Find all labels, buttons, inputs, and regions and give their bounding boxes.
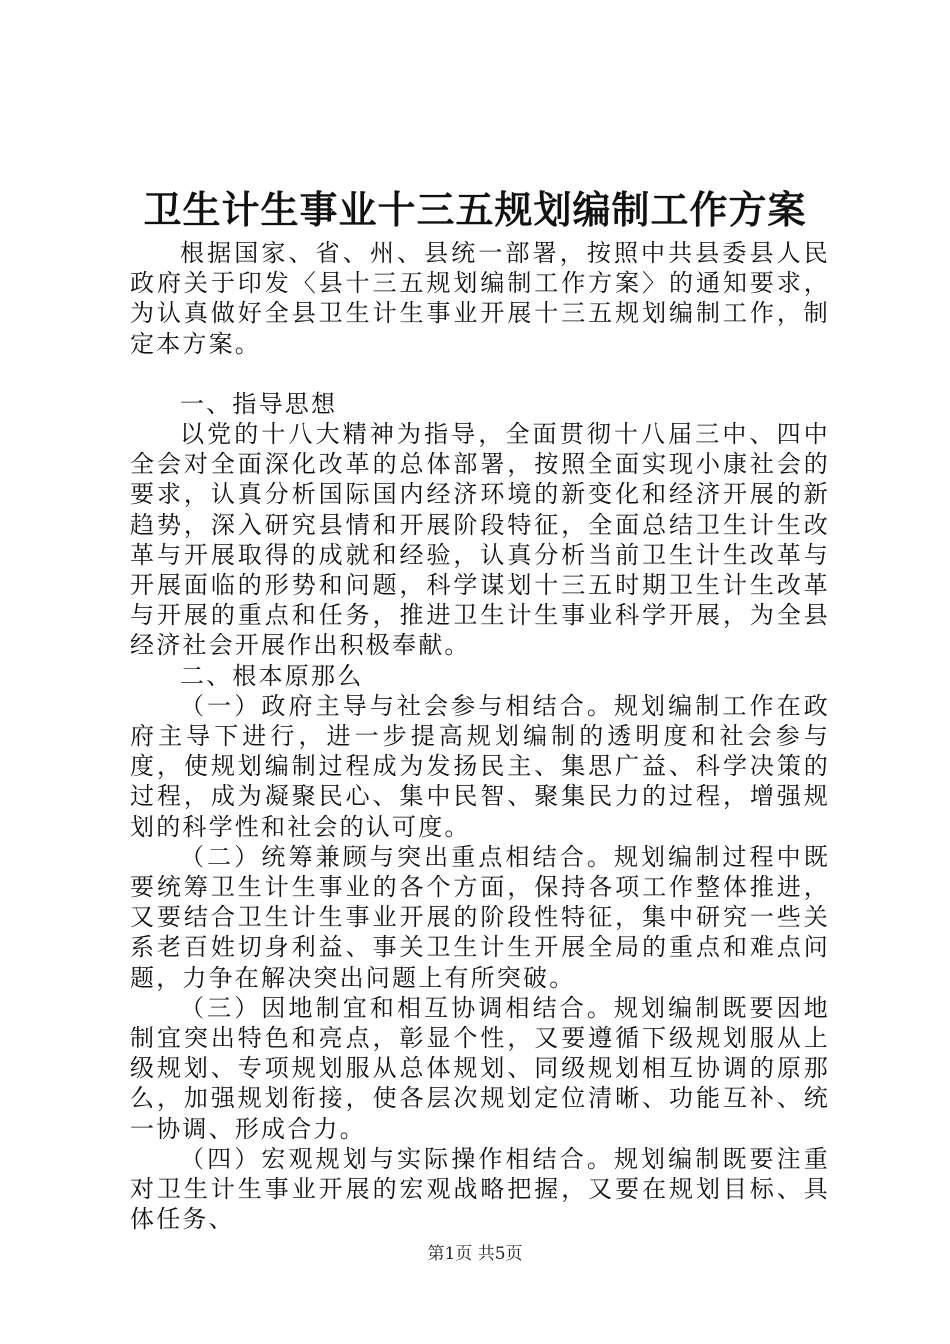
intro-paragraph: 根据国家、省、州、县统一部署，按照中共县委县人民政府关于印发〈县十三五规划编制工作方案〉的通知要求，为认真做好全县卫生计生事业开展十三五规划编制工作，制定本方案。 bbox=[130, 239, 830, 358]
principle-paragraph-2: （二）统筹兼顾与突出重点相结合。规划编制过程中既要统筹卫生计生事业的各个方面，保持各项工作整体推进，又要结合卫生计生事业开展的阶段性特征，集中研究一些关系老百姓切身利益、事关卫生计生开展全局的重点和难点问题，力争在解决突出问题上有所突破。 bbox=[130, 842, 830, 992]
document-body bbox=[130, 238, 830, 1235]
principle-paragraph-3: （三）因地制宜和相互协调相结合。规划编制既要因地制宜突出特色和亮点，彰显个性，又要遵循下级规划服从上级规划、专项规划服从总体规划、同级规划相互协调的原那么，加强规划衔接，使各层次规划定位清晰、功能互补、统一协调、形成合力。 bbox=[130, 993, 830, 1143]
document-title: 卫生计生事业十三五规划编制工作方案 bbox=[143, 187, 807, 232]
page-footer: 第1页 共5页 bbox=[427, 1244, 523, 1264]
section-heading-guiding-ideology: 一、指导思想 bbox=[180, 389, 338, 418]
principle-paragraph-1: （一）政府主导与社会参与相结合。规划编制工作在政府主导下进行，进一步提高规划编制的透明度和社会参与度，使规划编制过程成为发扬民主、集思广益、科学决策的过程，成为凝聚民心、集中民智、聚集民力的过程，增强规划的科学性和社会的认可度。 bbox=[130, 691, 830, 841]
guiding-ideology-paragraph: 以党的十八大精神为指导，全面贯彻十八届三中、四中全会对全面深化改革的总体部署，按照全面实现小康社会的要求，认真分析国际国内经济环境的新变化和经济开展的新趋势，深入研究县情和开展阶段特征，全面总结卫生计生改革与开展取得的成就和经验，认真分析当前卫生计生改革与开展面临的形势和问题，科学谋划十三五时期卫生计生改革与开展的重点和任务，推进卫生计生事业科学开展，为全县经济社会开展作出积极奉献。 bbox=[130, 420, 830, 660]
principle-paragraph-4: （四）宏观规划与实际操作相结合。规划编制既要注重对卫生计生事业开展的宏观战略把握，又要在规划目标、具体任务、 bbox=[130, 1144, 830, 1234]
section-heading-basic-principles: 二、根本原那么 bbox=[180, 661, 364, 690]
